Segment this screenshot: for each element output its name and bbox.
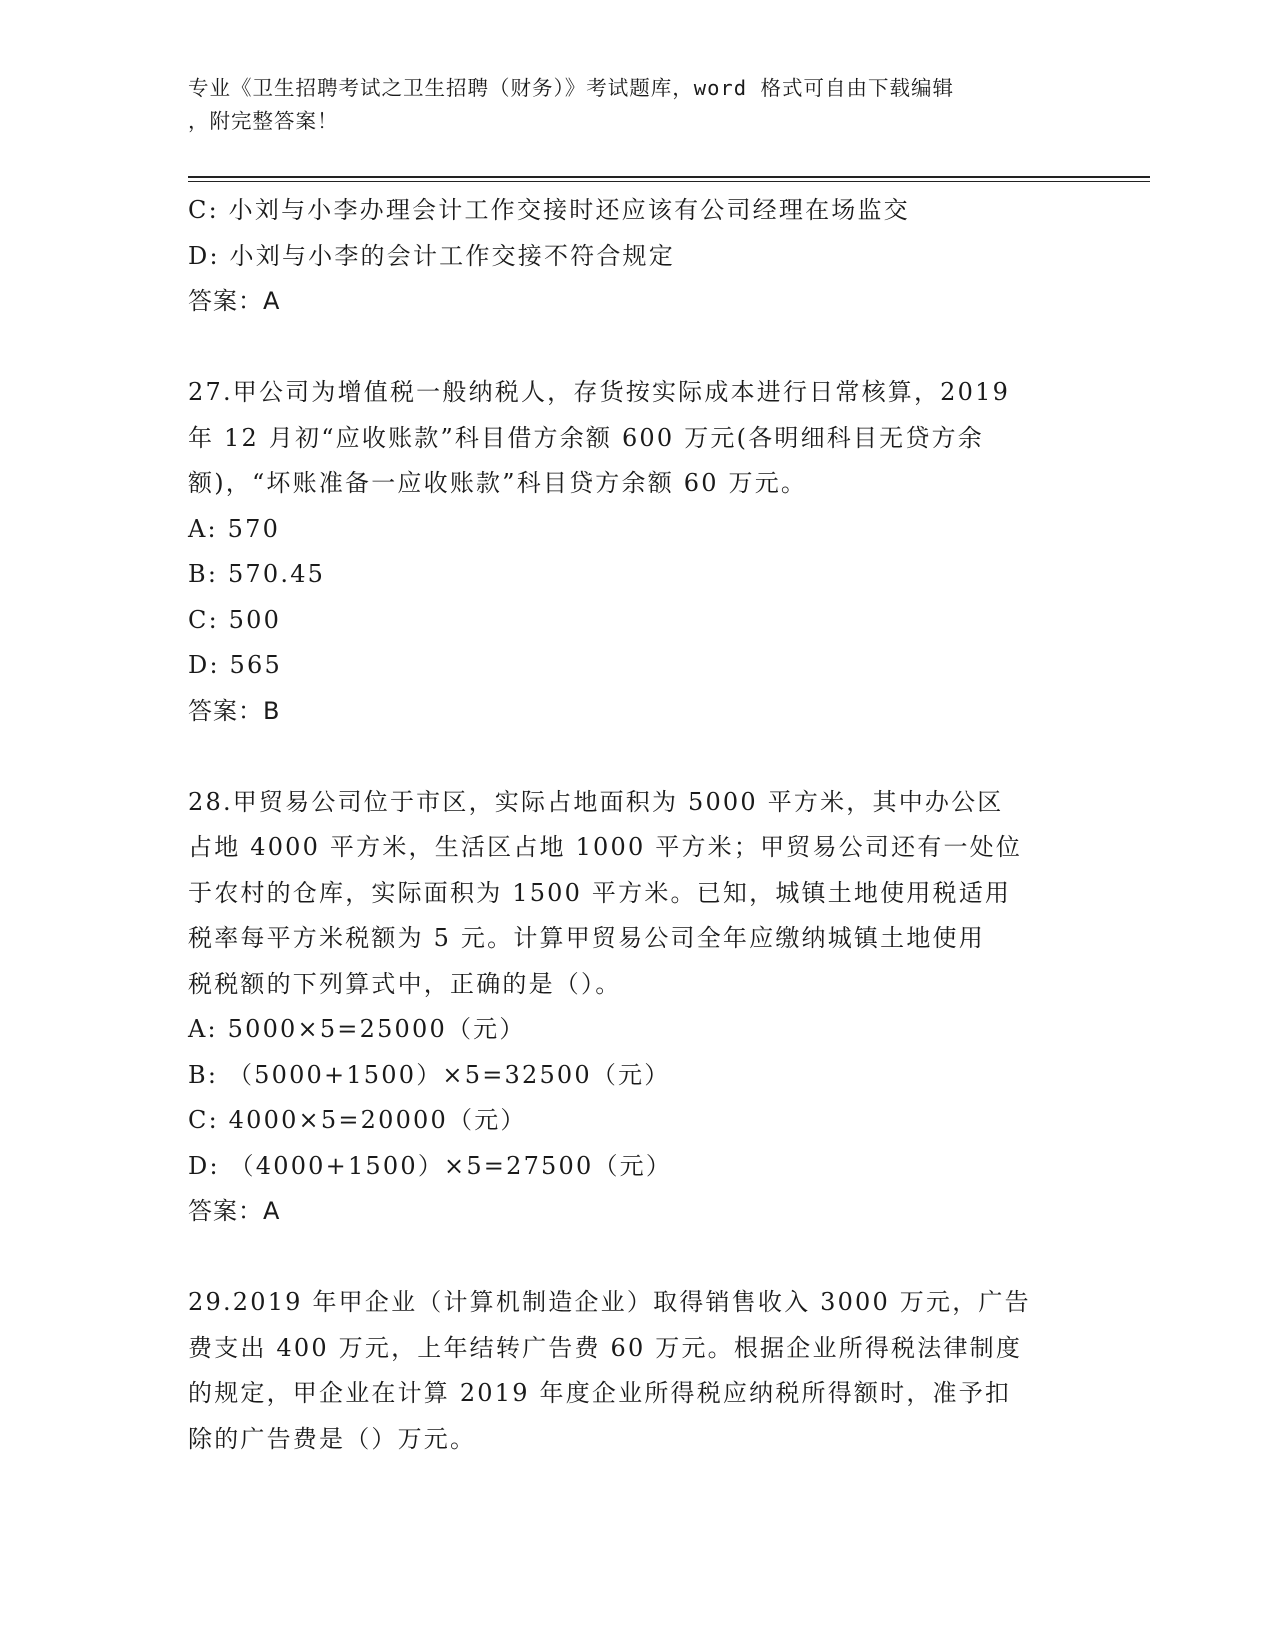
spacer xyxy=(188,1235,1078,1281)
header-rule-thin xyxy=(188,181,1150,182)
option-b: B: （5000+1500）×5=32500（元） xyxy=(188,1060,671,1089)
question-stem-line: 占地 4000 平方米，生活区占地 1000 平方米；甲贸易公司还有一处位 xyxy=(188,833,1023,861)
question-stem-line: 费支出 400 万元，上年结转广告费 60 万元。根据企业所得税法律制度 xyxy=(188,1333,1023,1362)
answer: 答案：B xyxy=(188,696,281,725)
question-29 xyxy=(188,1280,1078,1462)
option-b: B: 570.45 xyxy=(188,560,326,588)
answer: 答案：A xyxy=(188,1197,281,1225)
option-c: C: 4000×5=20000（元） xyxy=(188,1106,527,1134)
option-d: D: 565 xyxy=(188,651,282,679)
question-stem-line: 于农村的仓库，实际面积为 1500 平方米。已知，城镇土地使用税适用 xyxy=(188,878,1012,907)
question-stem-line: 的规定，甲企业在计算 2019 年度企业所得税应纳税所得额时，准予扣 xyxy=(188,1379,1012,1407)
document-header xyxy=(188,72,1068,138)
question-stem-line: 27.甲公司为增值税一般纳税人，存货按实际成本进行日常核算，2019 xyxy=(188,378,1011,406)
option-a: A: 570 xyxy=(188,514,281,543)
header-line-1: 专业《卫生招聘考试之卫生招聘（财务）》考试题库，word 格式可自由下载编辑 xyxy=(188,76,954,100)
question-stem-line: 除的广告费是（）万元。 xyxy=(188,1424,477,1453)
prev-question xyxy=(188,188,1078,325)
question-stem-line: 28.甲贸易公司位于市区，实际占地面积为 5000 平方米，其中办公区 xyxy=(188,787,1004,816)
option-d: D: （4000+1500）×5=27500（元） xyxy=(188,1151,673,1180)
option-a: A: 5000×5=25000（元） xyxy=(188,1015,526,1043)
option-c: C: 小刘与小李办理会计工作交接时还应该有公司经理在场监交 xyxy=(188,196,910,224)
document-body xyxy=(188,188,1078,1462)
header-line-2: ，附完整答案！ xyxy=(188,109,339,133)
option-d: D: 小刘与小李的会计工作交接不符合规定 xyxy=(188,241,675,270)
question-stem-line: 额)，“坏账准备一应收账款”科目贷方余额 60 万元。 xyxy=(188,469,808,497)
spacer xyxy=(188,325,1078,371)
spacer xyxy=(188,734,1078,780)
question-stem-line: 年 12 月初“应收账款”科目借方余额 600 万元(各明细科目无贷方余 xyxy=(188,423,984,452)
question-28 xyxy=(188,780,1078,1235)
question-stem-line: 税率每平方米税额为 5 元。计算甲贸易公司全年应缴纳城镇土地使用 xyxy=(188,924,985,952)
question-stem-line: 税税额的下列算式中，正确的是（）。 xyxy=(188,969,622,998)
question-27 xyxy=(188,370,1078,734)
header-rule-thick xyxy=(188,176,1150,178)
answer: 答案：A xyxy=(188,287,281,315)
question-stem-line: 29.2019 年甲企业（计算机制造企业）取得销售收入 3000 万元，广告 xyxy=(188,1288,1031,1316)
option-c: C: 500 xyxy=(188,605,282,634)
